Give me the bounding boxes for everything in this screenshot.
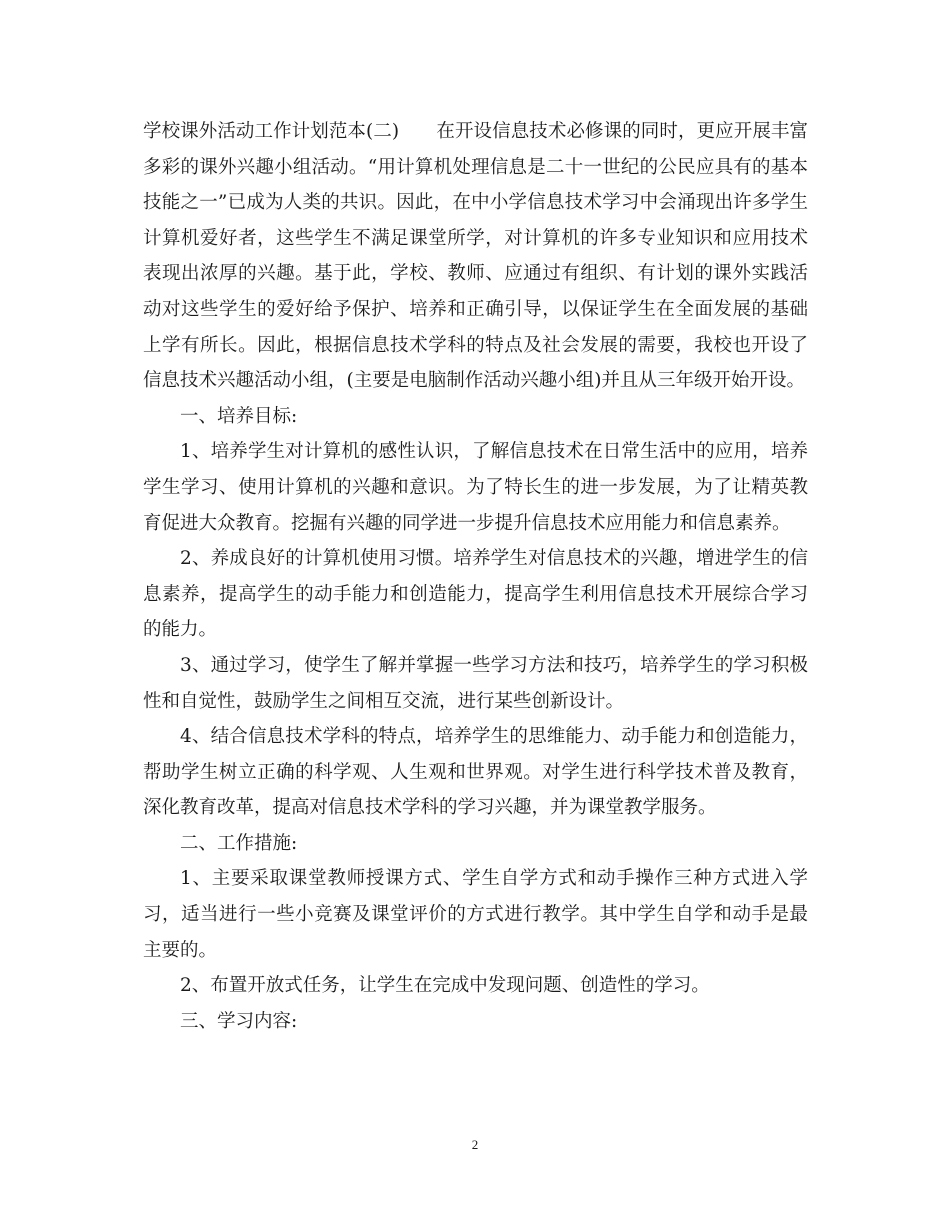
- document-body: [143, 114, 808, 1039]
- measure-item-1: 1、主要采取课堂教师授课方式、学生自学方式和动手操作三种方式进入学习，适当进行一些小竞赛及课堂评价的方式进行教学。其中学生自学和动手是最主要的。: [143, 868, 808, 961]
- goal-item-2: 2、养成良好的计算机使用习惯。培养学生对信息技术的兴趣，增进学生的信息素养，提高学生的动手能力和创造能力，提高学生利用信息技术开展综合学习的能力。: [143, 548, 808, 641]
- goal-item-3: 3、通过学习，使学生了解并掌握一些学习方法和技巧，培养学生的学习积极性和自觉性，鼓励学生之间相互交流，进行某些创新设计。: [143, 654, 808, 712]
- page-number: 2: [471, 1137, 479, 1152]
- intro-paragraph: 学校课外活动工作计划范本(二) 在开设信息技术必修课的同时，更应开展丰富多彩的课外兴趣小组活动。“用计算机处理信息是二十一世纪的公民应具有的基本技能之一”已成为人类的共识。因此，在中小学信息技术学习中会涌现出许多学生计算机爱好者，这些学生不满足课堂所学，对计算机的许多专业知识和应用技术表现出浓厚的兴趣。基于此，学校、教师、应通过有组织、有计划的课外实践活动对这些学生的爱好给予保护、培养和正确引导，以保证学生在全面发展的基础上学有所长。因此，根据信息技术学科的特点及社会发展的需要，我校也开设了信息技术兴趣活动小组，(主要是电脑制作活动兴趣小组)并且从三年级开始开设。: [143, 121, 808, 392]
- measure-item-2: 2、布置开放式任务，让学生在完成中发现问题、创造性的学习。: [180, 975, 710, 997]
- goal-item-4: 4、结合信息技术学科的特点，培养学生的思维能力、动手能力和创造能力，帮助学生树立正确的科学观、人生观和世界观。对学生进行科学技术普及教育，深化教育改革，提高对信息技术学科的学习兴趣，并为课堂教学服务。: [143, 726, 808, 819]
- section-heading-measures: 二、工作措施:: [180, 832, 298, 854]
- goal-item-1: 1、培养学生对计算机的感性认识，了解信息技术在日常生活中的应用，培养学生学习、使用计算机的兴趣和意识。为了特长生的进一步发展，为了让精英教育促进大众教育。挖掘有兴趣的同学进一步提升信息技术应用能力和信息素养。: [143, 441, 808, 534]
- section-heading-goals: 一、培养目标:: [180, 405, 298, 427]
- section-heading-content: 三、学习内容:: [180, 1010, 298, 1032]
